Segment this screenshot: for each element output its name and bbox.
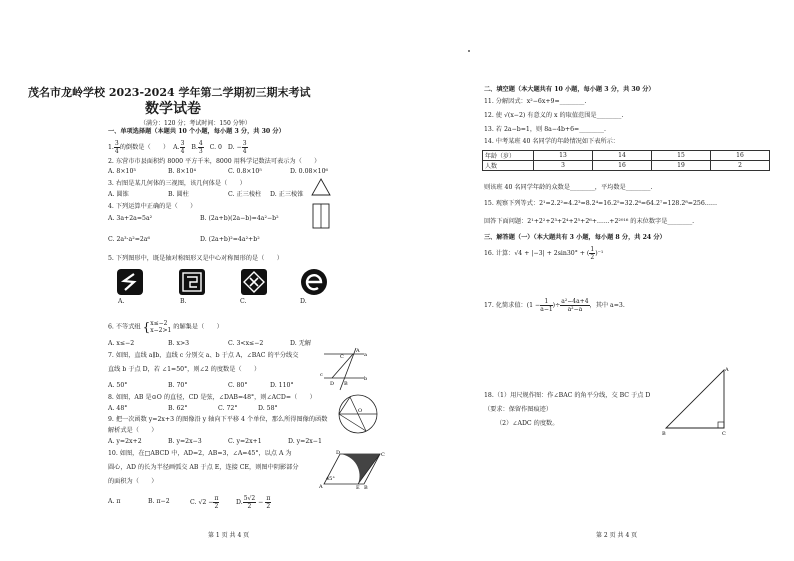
question-10-line-3: 的面积为（ ） xyxy=(108,478,158,485)
q18-right-triangle-figure xyxy=(662,364,734,436)
q10-option-a: A. π xyxy=(108,498,121,505)
svg-text:c: c xyxy=(320,372,323,378)
table-cell: 16 xyxy=(593,161,652,171)
exam-page-2 xyxy=(400,0,794,561)
question-10-line-2: 圆心，AD 的长为半径画弧交 AB 于点 E，连接 CE，则图中阴影部分 xyxy=(108,464,299,471)
q6-option-b: B. x>3 xyxy=(168,340,190,347)
svg-text:D: D xyxy=(330,381,335,387)
svg-text:A: A xyxy=(725,367,729,373)
question-2: 2. 东营市市县面积约 8000 平方千米，8000 用科学记数法可表示为（ ） xyxy=(108,158,321,165)
question-13: 13. 若 2a−b=1，则 8a−4b+6=________. xyxy=(484,126,606,133)
question-7-line-1: 7. 如图，直线 a∥b，直线 c 分别交 a、b 于点 A，∠BAC 的平分线交 xyxy=(108,352,299,359)
question-1: 1. $\frac{3}{4}$ 的倒数是（ ） A. $\frac{3}{4}$ B. $\frac{4}{3}$ C. 0 D. − $\frac{3}{4}$ xyxy=(108,140,247,155)
page-1-footer: 第 1 页 共 4 页 xyxy=(208,532,250,539)
q8-circle-figure xyxy=(336,392,380,436)
question-6: 6. 不等式组 { x≤−2 x−2>1 的解集是（ ） xyxy=(108,320,223,334)
svg-text:A: A xyxy=(356,348,360,354)
q2-option-c: C. 0.8×10⁵ xyxy=(228,168,262,175)
table-cell: 13 xyxy=(534,151,593,161)
table-row xyxy=(483,151,770,161)
question-9-line-1: 9. 把一次函数 y=2x+3 的图像沿 y 轴向下平移 4 个单位，那么所得图像的函数 xyxy=(108,416,328,423)
q4-option-d: D. (2a+b)²=4a²+b² xyxy=(200,236,260,243)
q8-option-b: B. 62° xyxy=(168,405,188,412)
question-18-line-1: 18.（1）用尺规作图：作∠BAC 的角平分线，交 BC 于点 D xyxy=(484,392,651,399)
q5-option-b: B. xyxy=(180,298,187,305)
q8-option-c: C. 72° xyxy=(218,405,238,412)
q10-option-c: C. √2 − $\frac{\pi}{2}$ xyxy=(190,495,219,510)
q7-option-b: B. 70° xyxy=(168,382,188,389)
q4-option-a: A. 3a+2a=5a² xyxy=(108,215,153,222)
svg-text:C: C xyxy=(722,431,726,436)
q9-option-d: D. y=2x−1 xyxy=(288,438,322,445)
three-view-triangle xyxy=(310,177,332,197)
question-17: 17. 化简求值：(1 − $\frac{1}{a-1}$ )÷ $\frac{\text{a²−4a+4}}{\text{a²−a}}$ ，其中 a=3. xyxy=(484,298,625,313)
question-14-answer: 则该班 40 名同学年龄的众数是________，平均数是________. xyxy=(484,184,653,191)
q5-figure-b-icon xyxy=(178,268,206,296)
question-3: 3. 右图是某几何体的三视图，该几何体是（ ） xyxy=(108,180,246,187)
table-cell: 19 xyxy=(652,161,711,171)
question-5: 5. 下列图形中，既是轴对称图形又是中心对称图形的是（ ） xyxy=(108,255,283,262)
q10-parallelogram-figure xyxy=(318,450,388,490)
table-cell: 2 xyxy=(711,161,770,171)
q4-option-b: B. (2a+b)(2a−b)=4a²−b² xyxy=(200,215,279,222)
exam-title: 茂名市龙岭学校 2023-2024 学年第二学期初三期末考试 xyxy=(28,86,311,99)
q5-option-c: C. xyxy=(240,298,247,305)
q3-option-c: C. 正三棱柱 xyxy=(228,191,262,198)
question-18-line-2: （要求：保留作图痕迹） xyxy=(484,406,553,413)
section-3-heading: 三、解答题（一）（本大题共有 3 小题，每小题 8 分，共 24 分） xyxy=(484,234,666,241)
svg-text:B: B xyxy=(364,485,368,490)
table-cell: 16 xyxy=(711,151,770,161)
question-15-line-1: 15. 观察下列等式：2¹=2.2²=4.2³=8.2⁴=16.2⁵=32.2⁶=64.2⁷=128.2⁸=256…… xyxy=(484,200,718,207)
section-2-heading: 二、填空题（本大题共有 10 小题，每小题 3 分，共 30 分） xyxy=(484,86,655,93)
section-1-heading: 一、单项选择题（本题共 10 个小题，每小题 3 分，共 30 分） xyxy=(108,128,285,135)
q5-figure-d-icon xyxy=(300,268,328,296)
q5-option-d: D. xyxy=(300,298,307,305)
q3-option-a: A. 圆锥 xyxy=(108,191,129,198)
q5-option-a: A. xyxy=(118,298,125,305)
svg-text:D: D xyxy=(336,450,341,456)
exam-info: （满分：120 分；考试时间：150 分钟） xyxy=(140,120,251,127)
svg-text:C: C xyxy=(381,452,385,458)
q3-option-d: D. 正三棱锥 xyxy=(270,191,304,198)
q9-option-b: B. y=2x−3 xyxy=(168,438,202,445)
q9-option-c: C. y=2x+1 xyxy=(228,438,262,445)
svg-text:a: a xyxy=(364,352,367,358)
q6-option-d: D. 无解 xyxy=(290,340,312,347)
subject-title: 数学试卷 xyxy=(145,101,201,117)
question-8: 8. 如图，AB 是⊙O 的直径，CD 是弦，∠DAB=48°，则∠ACD=（ ） xyxy=(108,394,316,401)
q5-figure-c-icon xyxy=(240,268,268,296)
q3-option-b: B. 圆柱 xyxy=(168,191,189,198)
svg-text:E: E xyxy=(356,485,360,490)
table-row xyxy=(483,161,770,171)
table-cell: 15 xyxy=(652,151,711,161)
table-cell: 人数 xyxy=(483,161,534,171)
q7-parallel-lines-figure xyxy=(318,344,368,394)
question-16: 16. 计算：√4 + |−3| + 2sin30° + ( $\frac{1}{2}$ )⁻¹ xyxy=(484,246,604,261)
question-10-line-1: 10. 如图，在□ABCD 中，AD=2，AB=3，∠A=45°，以点 A 为 xyxy=(108,450,292,457)
svg-text:B: B xyxy=(344,381,348,387)
q6-option-c: C. 3<x≤−2 xyxy=(228,340,264,347)
q8-option-a: A. 48° xyxy=(108,405,128,412)
question-12: 12. 使 √(x−2) 有意义的 x 的取值范围是________. xyxy=(484,112,624,119)
q2-option-b: B. 8×10⁴ xyxy=(168,168,196,175)
question-18-line-3: （2）∠ADC 的度数。 xyxy=(496,420,559,427)
q9-option-a: A. y=2x+2 xyxy=(108,438,142,445)
three-view-rectangle xyxy=(312,203,330,229)
question-9-line-2: 解析式是（ ） xyxy=(108,427,158,434)
q2-option-d: D. 0.08×10⁶ xyxy=(290,168,328,175)
q10-option-d: D. $\frac{5√2}{2}$ − $\frac{\pi}{2}$ xyxy=(236,495,271,510)
svg-text:O: O xyxy=(358,408,363,414)
q7-option-a: A. 50° xyxy=(108,382,128,389)
q2-option-a: A. 8×10³ xyxy=(108,168,136,175)
q10-option-b: B. π−2 xyxy=(148,498,170,505)
scan-speck xyxy=(468,50,470,52)
q7-option-d: D. 110° xyxy=(270,382,294,389)
page-2-footer: 第 2 页 共 4 页 xyxy=(596,532,638,539)
table-cell: 年龄（岁） xyxy=(483,151,534,161)
svg-text:C: C xyxy=(340,354,344,360)
q8-option-d: D. 58° xyxy=(258,405,278,412)
q4-option-c: C. 2a³·a²=2a⁶ xyxy=(108,236,150,243)
question-4: 4. 下列运算中正确的是（ ） xyxy=(108,203,197,210)
q5-figure-a-icon xyxy=(116,268,144,296)
table-cell: 14 xyxy=(593,151,652,161)
question-11: 11. 分解因式：x²−6x+9=________. xyxy=(484,98,587,105)
svg-text:45°: 45° xyxy=(326,476,335,482)
age-table xyxy=(482,150,770,171)
q7-option-c: C. 80° xyxy=(228,382,248,389)
q6-option-a: A. x≤−2 xyxy=(108,340,135,347)
svg-text:b: b xyxy=(364,376,368,382)
svg-text:B: B xyxy=(662,431,666,436)
question-15-line-2: 回答下面问题：2¹+2²+2³+2⁴+2⁵+2⁶+……+2²⁰¹⁶ 的末位数字是________. xyxy=(484,218,695,225)
svg-text:A: A xyxy=(319,484,323,490)
table-cell: 3 xyxy=(534,161,593,171)
question-7-line-2: 直线 b 于点 D，若 ∠1=50°，则∠2 的度数是（ ） xyxy=(108,366,261,373)
question-14: 14. 中考某班 40 名同学的年龄情况如下表所示： xyxy=(484,138,619,145)
